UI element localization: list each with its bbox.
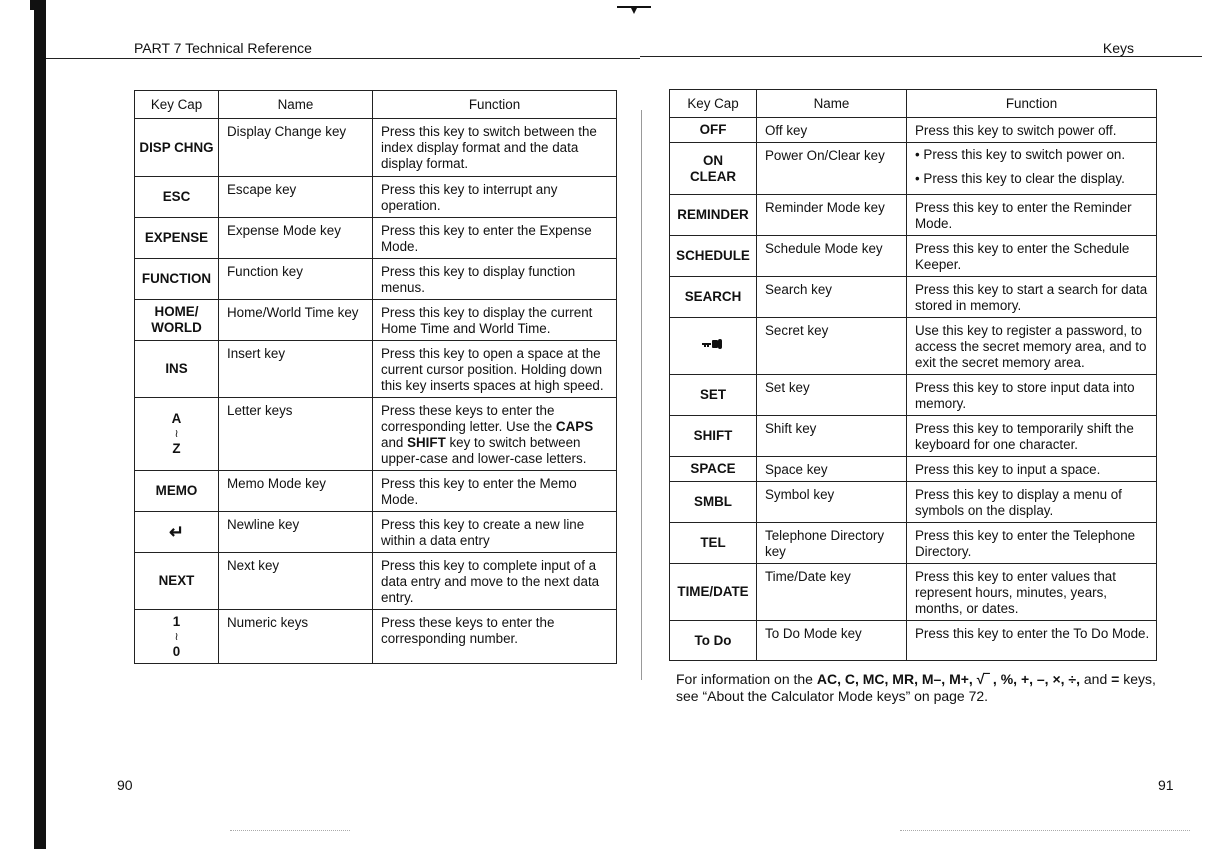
key-name: Secret key — [757, 318, 907, 375]
header-rule-left — [46, 58, 640, 59]
header-rule-right — [640, 56, 1202, 57]
key-function: Press this key to enter the Expense Mode. — [373, 218, 617, 259]
scan-bottom-mark — [230, 830, 350, 831]
table-header-row — [135, 91, 617, 119]
key-function: Press this key to complete input of a data entry and move to the next data entry. — [373, 553, 617, 610]
table-row — [135, 119, 617, 177]
key-name: Power On/Clear key — [757, 143, 907, 195]
key-function: Press this key to display function menus. — [373, 259, 617, 300]
key-name: To Do Mode key — [757, 621, 907, 661]
key-cap-line: ON — [702, 152, 724, 168]
key-cap-to: 0 — [172, 643, 181, 659]
fold-mark-icon — [617, 4, 651, 14]
key-function: Press this key to switch power off. — [907, 118, 1157, 143]
scan-edge-bar — [34, 10, 46, 849]
key-name: Memo Mode key — [219, 471, 373, 512]
function-bullet: • Press this key to clear the display. — [915, 171, 1125, 186]
table-row — [135, 300, 617, 341]
calculator-keys-note — [676, 671, 1166, 705]
function-text: key to switch between upper-case and lower-case letters. — [381, 435, 587, 466]
table-row — [670, 118, 1157, 143]
key-function: Press these keys to enter the corresponding number. — [373, 610, 617, 664]
key-cap-line: CLEAR — [689, 168, 737, 184]
key-function: Press this key to input a space. — [907, 457, 1157, 482]
key-name: Function key — [219, 259, 373, 300]
key-name: Set key — [757, 375, 907, 416]
key-function: Press this key to interrupt any operation. — [373, 177, 617, 218]
key-cap — [670, 143, 757, 195]
note-keys: = — [1111, 671, 1120, 687]
table-row — [135, 512, 617, 553]
key-function: Press this key to enter the Memo Mode. — [373, 471, 617, 512]
table-row — [135, 610, 617, 664]
key-name: Time/Date key — [757, 564, 907, 621]
key-cap: MEMO — [135, 471, 219, 512]
key-function: Use this key to register a password, to access the secret memory area, and to exit the secret memory area. — [907, 318, 1157, 375]
scan-edge-top — [30, 0, 46, 10]
key-function: Press this key to temporarily shift the keyboard for one character. — [907, 416, 1157, 457]
col-header-function: Function — [373, 91, 617, 119]
key-name: Escape key — [219, 177, 373, 218]
key-function: Press this key to start a search for data stored in memory. — [907, 277, 1157, 318]
key-function: Press this key to display the current Home Time and World Time. — [373, 300, 617, 341]
key-cap — [135, 610, 219, 664]
key-cap: SCHEDULE — [670, 236, 757, 277]
key-cap-line: WORLD — [151, 320, 202, 335]
function-keyword: SHIFT — [407, 435, 446, 450]
key-cap: DISP CHNG — [135, 119, 219, 177]
key-name: Next key — [219, 553, 373, 610]
key-name: Display Change key — [219, 119, 373, 177]
key-cap: EXPENSE — [135, 218, 219, 259]
key-function: Press this key to enter the To Do Mode. — [907, 621, 1157, 661]
page-number-right: 91 — [1158, 777, 1174, 793]
key-cap: ESC — [135, 177, 219, 218]
key-name: Space key — [757, 457, 907, 482]
key-cap-range-sep: ≀ — [174, 428, 179, 440]
key-cap: SPACE — [670, 457, 757, 482]
key-function: Press this key to display a menu of symbols on the display. — [907, 482, 1157, 523]
table-row — [135, 341, 617, 398]
key-cap-from: A — [171, 411, 182, 426]
key-function: Press this key to switch between the index display format and the data display format. — [373, 119, 617, 177]
note-text: keys, see “About the Calculator Mode keys” on page 72. — [676, 671, 1156, 704]
key-name: Off key — [757, 118, 907, 143]
note-text: and — [1080, 671, 1112, 687]
key-cap: INS — [135, 341, 219, 398]
key-cap: To Do — [670, 621, 757, 661]
table-row — [135, 259, 617, 300]
scan-bottom-mark — [900, 830, 1190, 831]
table-row — [670, 457, 1157, 482]
key-cap: SEARCH — [670, 277, 757, 318]
key-function: Press this key to create a new line within a data entry — [373, 512, 617, 553]
key-icon — [701, 338, 725, 350]
function-keyword: CAPS — [555, 419, 594, 434]
table-row — [670, 375, 1157, 416]
key-name: Telephone Directory key — [757, 523, 907, 564]
key-name: Reminder Mode key — [757, 195, 907, 236]
note-keys: AC, C, MC, MR, M–, M+, √‾ , %, +, –, ×, ÷, — [816, 671, 1080, 687]
newline-icon: ↵ — [135, 512, 219, 553]
key-function — [907, 143, 1157, 195]
col-header-keycap: Key Cap — [670, 90, 757, 118]
page-fold — [641, 110, 642, 680]
key-cap: TEL — [670, 523, 757, 564]
table-row — [135, 553, 617, 610]
key-function: Press this key to enter the Reminder Mode. — [907, 195, 1157, 236]
function-text: and — [381, 435, 408, 450]
col-header-name: Name — [219, 91, 373, 119]
table-row — [135, 398, 617, 471]
col-header-name: Name — [757, 90, 907, 118]
function-bullet: • Press this key to switch power on. — [915, 147, 1126, 162]
key-cap — [135, 300, 219, 341]
running-head-right: Keys — [1102, 40, 1134, 56]
table-row — [670, 277, 1157, 318]
key-name: Letter keys — [219, 398, 373, 471]
key-table-left — [134, 90, 617, 664]
key-name: Symbol key — [757, 482, 907, 523]
col-header-keycap: Key Cap — [135, 91, 219, 119]
table-row — [670, 523, 1157, 564]
key-cap-from: 1 — [172, 613, 181, 629]
col-header-function: Function — [907, 90, 1157, 118]
table-row — [135, 177, 617, 218]
key-name: Newline key — [219, 512, 373, 553]
table-row — [135, 471, 617, 512]
key-function — [373, 398, 617, 471]
page-number-left: 90 — [117, 777, 133, 793]
key-name: Expense Mode key — [219, 218, 373, 259]
key-function: Press this key to enter the Telephone Directory. — [907, 523, 1157, 564]
key-cap: OFF — [670, 118, 757, 143]
table-row — [135, 218, 617, 259]
key-cap: FUNCTION — [135, 259, 219, 300]
key-cap — [670, 318, 757, 375]
key-cap-to: Z — [172, 441, 181, 456]
table-row — [670, 318, 1157, 375]
table-header-row — [670, 90, 1157, 118]
key-cap: SET — [670, 375, 757, 416]
key-cap: SMBL — [670, 482, 757, 523]
table-row — [670, 236, 1157, 277]
key-cap: TIME/DATE — [670, 564, 757, 621]
note-text: For information on the — [676, 671, 817, 687]
key-name: Insert key — [219, 341, 373, 398]
table-row — [670, 143, 1157, 195]
function-text: Press these keys to enter the corresponding letter. Use the — [381, 403, 556, 434]
scan-edge — [0, 0, 46, 849]
key-cap-line: HOME/ — [154, 304, 199, 319]
table-row — [670, 195, 1157, 236]
key-name: Shift key — [757, 416, 907, 457]
key-table-right — [669, 89, 1157, 661]
key-name: Numeric keys — [219, 610, 373, 664]
key-cap-range-sep: ≀ — [174, 630, 179, 643]
key-cap — [135, 398, 219, 471]
table-row — [670, 564, 1157, 621]
key-name: Home/World Time key — [219, 300, 373, 341]
key-cap: SHIFT — [670, 416, 757, 457]
key-function: Press this key to enter values that represent hours, minutes, years, months, or dates. — [907, 564, 1157, 621]
table-row — [670, 416, 1157, 457]
key-function: Press this key to store input data into memory. — [907, 375, 1157, 416]
key-name: Schedule Mode key — [757, 236, 907, 277]
key-cap: REMINDER — [670, 195, 757, 236]
key-name: Search key — [757, 277, 907, 318]
key-function: Press this key to open a space at the current cursor position. Holding down this key inserts spaces at high speed. — [373, 341, 617, 398]
table-row — [670, 621, 1157, 661]
table-row — [670, 482, 1157, 523]
key-function: Press this key to enter the Schedule Keeper. — [907, 236, 1157, 277]
running-head-left: PART 7 Technical Reference — [134, 40, 312, 56]
key-cap: NEXT — [135, 553, 219, 610]
